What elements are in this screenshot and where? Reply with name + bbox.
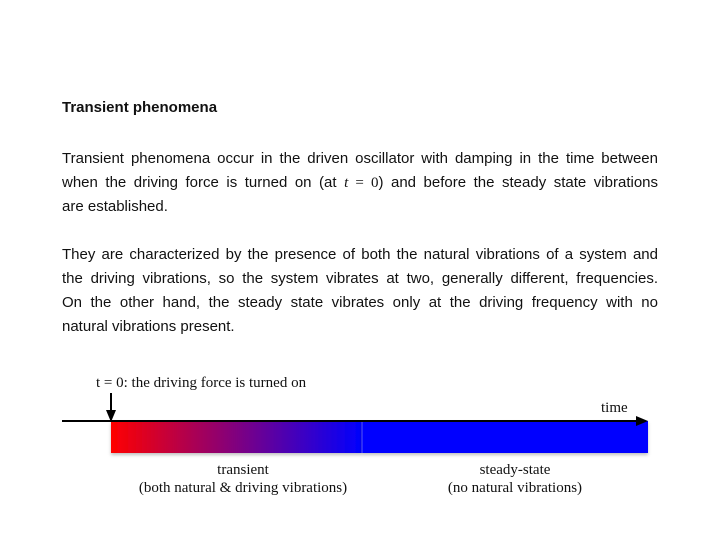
paragraph2-line2: the driving vibrations, so the system vibrates at two, generally different, frequencies. xyxy=(62,270,658,287)
transient-caption-subtitle: (both natural & driving vibrations) xyxy=(138,480,348,496)
paragraph1-line2-after: ) and before the steady state vibrations xyxy=(378,174,658,191)
paragraph1-line2-before: when the driving force is turned on (at xyxy=(62,174,345,191)
math-variable-t: t xyxy=(344,175,349,191)
paragraph2-line1: They are characterized by the presence of both the natural vibrations of a system and xyxy=(62,246,658,263)
time-axis-label: time xyxy=(601,400,628,416)
paragraph1-line3: are established. xyxy=(62,198,168,215)
steady-state-region-bar xyxy=(362,421,648,453)
math-equals-zero: = 0 xyxy=(348,175,379,191)
paragraph2-line4: natural vibrations present. xyxy=(62,318,235,335)
transient-caption-title: transient xyxy=(217,462,269,478)
slide-heading: Transient phenomena xyxy=(62,99,218,116)
paragraph2-line3: On the other hand, the steady state vibrates only at the driving frequency with no xyxy=(62,294,658,311)
paragraph1-line1: Transient phenomena occur in the driven oscillator with damping in the time between xyxy=(62,150,658,167)
transient-caption xyxy=(112,461,374,497)
steady-caption-subtitle: (no natural vibrations) xyxy=(447,480,583,496)
steady-state-caption xyxy=(384,461,646,497)
driving-force-label: t = 0: the driving force is turned on xyxy=(96,375,307,391)
transient-region-bar xyxy=(111,421,362,453)
steady-caption-title: steady-state xyxy=(479,462,551,478)
